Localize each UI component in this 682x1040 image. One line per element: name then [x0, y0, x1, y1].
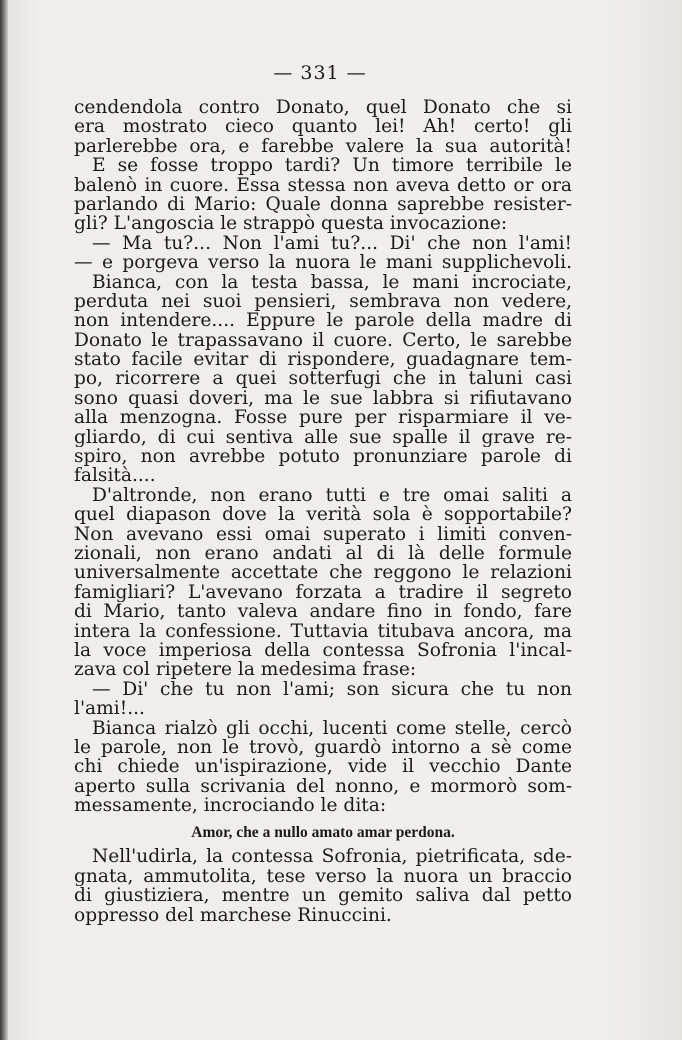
- text-line: di giustiziera, mentre un gemito saliva dal petto: [74, 886, 572, 906]
- text-line: famigliari? L'avevano forzata a tradire il segreto: [74, 582, 572, 603]
- text-line: balenò in cuore. Essa stessa non aveva detto or ora: [74, 175, 572, 195]
- page-binding-edge: [0, 0, 8, 1040]
- text-line: aperto sulla scrivania del nonno, e mormorò som-: [74, 776, 572, 797]
- text-line: cendendola contro Donato, quel Donato che si: [74, 98, 572, 118]
- text-line: D'altronde, non erano tutti e tre omai saliti a: [92, 485, 572, 506]
- text-line: zionali, non erano andati al di là delle formule: [74, 543, 572, 564]
- text-line: — e porgeva verso la nuora le mani supplichevoli.: [74, 253, 572, 273]
- text-line: Nell'udirla, la contessa Sofronia, pietrificata, sde-: [92, 847, 572, 867]
- text-line: gli? L'angoscia le strappò questa invocazione:: [74, 214, 508, 234]
- text-line: oppresso del marchese Rinuccini.: [74, 905, 392, 926]
- body-text: [74, 98, 572, 925]
- text-line: zava col ripetere la medesima frase:: [74, 660, 417, 680]
- text-line: gliardo, di cui sentiva alle sue spalle il grave re-: [74, 427, 572, 448]
- text-line: intera la confessione. Tuttavia titubava ancora, ma: [74, 621, 572, 641]
- text-line: po, ricorrere a quei sotterfugi che in taluni casi: [74, 369, 572, 389]
- text-line: — Ma tu?... Non l'ami tu?... Di' che non l'ami!: [92, 233, 572, 254]
- paragraphs-after-epigraph: [74, 847, 572, 925]
- text-line: parlando di Mario: Quale donna saprebbe resister-: [74, 194, 572, 215]
- text-line: le parole, non le trovò, guardò intorno a sè come: [74, 737, 572, 758]
- text-line: — Di' che tu non l'ami; son sicura che tu non: [92, 679, 572, 700]
- text-line: sono quasi doveri, ma le sue labbra si rifiutavano: [74, 388, 572, 409]
- text-line: perduta nei suoi pensieri, sembrava non vedere,: [74, 291, 572, 312]
- text-line: stato facile evitar di rispondere, guadagnare tem-: [74, 350, 572, 370]
- text-line: non intendere.... Eppure le parole della madre di: [74, 311, 572, 331]
- paragraphs-before-epigraph: [74, 98, 572, 815]
- text-line: l'ami!...: [74, 699, 145, 719]
- text-line: Bianca, con la testa bassa, le mani incrociate,: [92, 272, 572, 292]
- text-line: universalmente accettate che reggono le relazioni: [74, 563, 572, 583]
- text-line: la voce imperiosa della contessa Sofronia l'incal-: [74, 640, 572, 661]
- page-number: — 331 —: [273, 62, 367, 84]
- epigraph-verse: Amor, che a nullo amato amar perdona.: [191, 824, 455, 842]
- text-line: alla menzogna. Fosse pure per risparmiare il ve-: [74, 408, 572, 428]
- text-line: messamente, incrociando le dita:: [74, 796, 387, 816]
- text-line: quel diapason dove la verità sola è sopportabile?: [74, 505, 572, 525]
- text-line: Bianca rialzò gli occhi, lucenti come stelle, cercò: [92, 718, 572, 738]
- text-line: parlerebbe ora, e farebbe valere la sua autorità!: [74, 136, 572, 157]
- text-line: era mostrato cieco quanto lei! Ah! certo! gli: [74, 117, 572, 137]
- text-line: gnata, ammutolita, tese verso la nuora un braccio: [74, 866, 572, 887]
- text-line: E se fosse troppo tardi? Un timore terribile le: [92, 156, 572, 176]
- text-line: spiro, non avrebbe potuto pronunziare parole di: [74, 447, 572, 467]
- text-line: falsità....: [74, 466, 156, 486]
- text-line: chi chiede un'ispirazione, vide il vecchio Dante: [74, 757, 572, 777]
- text-line: Non avevano essi omai superato i limiti conven-: [74, 524, 572, 544]
- text-line: Donato le trapassavano il cuore. Certo, le sarebbe: [74, 330, 572, 351]
- text-line: di Mario, tanto valeva andare fino in fondo, fare: [74, 602, 572, 622]
